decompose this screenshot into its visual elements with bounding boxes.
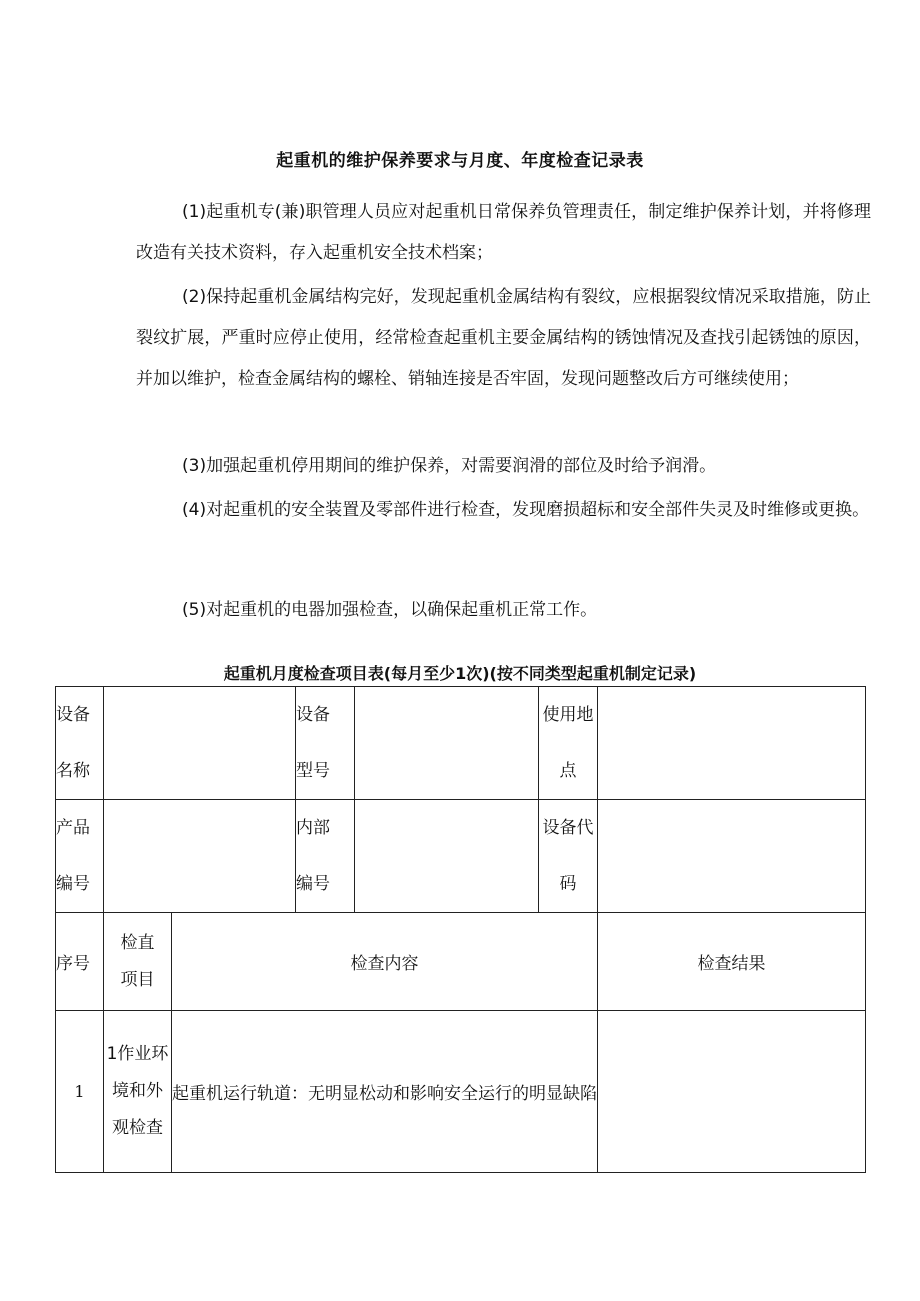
- table-header-row: [56, 913, 866, 1011]
- row-seq: 1: [56, 1011, 104, 1173]
- product-number-label: 产品 编号: [56, 800, 104, 913]
- product-number-value[interactable]: [104, 800, 296, 913]
- equipment-code-value[interactable]: [598, 800, 866, 913]
- usage-location-value[interactable]: [598, 687, 866, 800]
- internal-number-value[interactable]: [355, 800, 539, 913]
- row-content: 起重机运行轨道：无明显松动和影响安全运行的明显缺陷: [172, 1011, 598, 1173]
- equipment-row-1: [56, 687, 866, 800]
- row-item: 1作业环 境和外 观检查: [104, 1011, 172, 1173]
- paragraph-4: (4)对起重机的安全装置及零部件进行检查，发现磨损超标和安全部件失灵及时维修或更换。: [182, 500, 870, 520]
- paragraph-5: (5)对起重机的电器加强检查，以确保起重机正常工作。: [182, 600, 598, 620]
- equipment-code-label: 设备代 码: [539, 800, 598, 913]
- equipment-model-value[interactable]: [355, 687, 539, 800]
- equipment-name-label: 设备 名称: [56, 687, 104, 800]
- table-title: 起重机月度检查项目表(每月至少1次)(按不同类型起重机制定记录): [223, 664, 697, 683]
- document-title: 起重机的维护保养要求与月度、年度检查记录表: [276, 151, 644, 171]
- table-row: [56, 1011, 866, 1173]
- header-item: 检直 项目: [104, 913, 172, 1011]
- paragraph-3: (3)加强起重机停用期间的维护保养，对需要润滑的部位及时给予润滑。: [182, 456, 717, 476]
- equipment-row-2: [56, 800, 866, 913]
- internal-number-label: 内部 编号: [296, 800, 355, 913]
- header-result: 检查结果: [598, 913, 866, 1011]
- paragraph-2: (2)保持起重机金属结构完好，发现起重机金属结构有裂纹，应根据裂纹情况采取措施，防止裂纹扩展，严重时应停止使用，经常检查起重机主要金属结构的锈蚀情况及查找引起锈蚀的原因，并加以维护，检查金属结构的螺栓、销轴连接是否牢固，发现问题整改后方可继续使用；: [136, 287, 871, 389]
- equipment-model-label: 设备 型号: [296, 687, 355, 800]
- equipment-name-value[interactable]: [104, 687, 296, 800]
- row-result[interactable]: [598, 1011, 866, 1173]
- header-content: 检查内容: [172, 913, 598, 1011]
- usage-location-label: 使用地 点: [539, 687, 598, 800]
- paragraph-1: (1)起重机专(兼)职管理人员应对起重机日常保养负管理责任，制定维护保养计划，并将修理改造有关技术资料，存入起重机安全技术档案；: [136, 202, 871, 263]
- inspection-table: [55, 686, 866, 1173]
- header-seq: 序号: [56, 913, 104, 1011]
